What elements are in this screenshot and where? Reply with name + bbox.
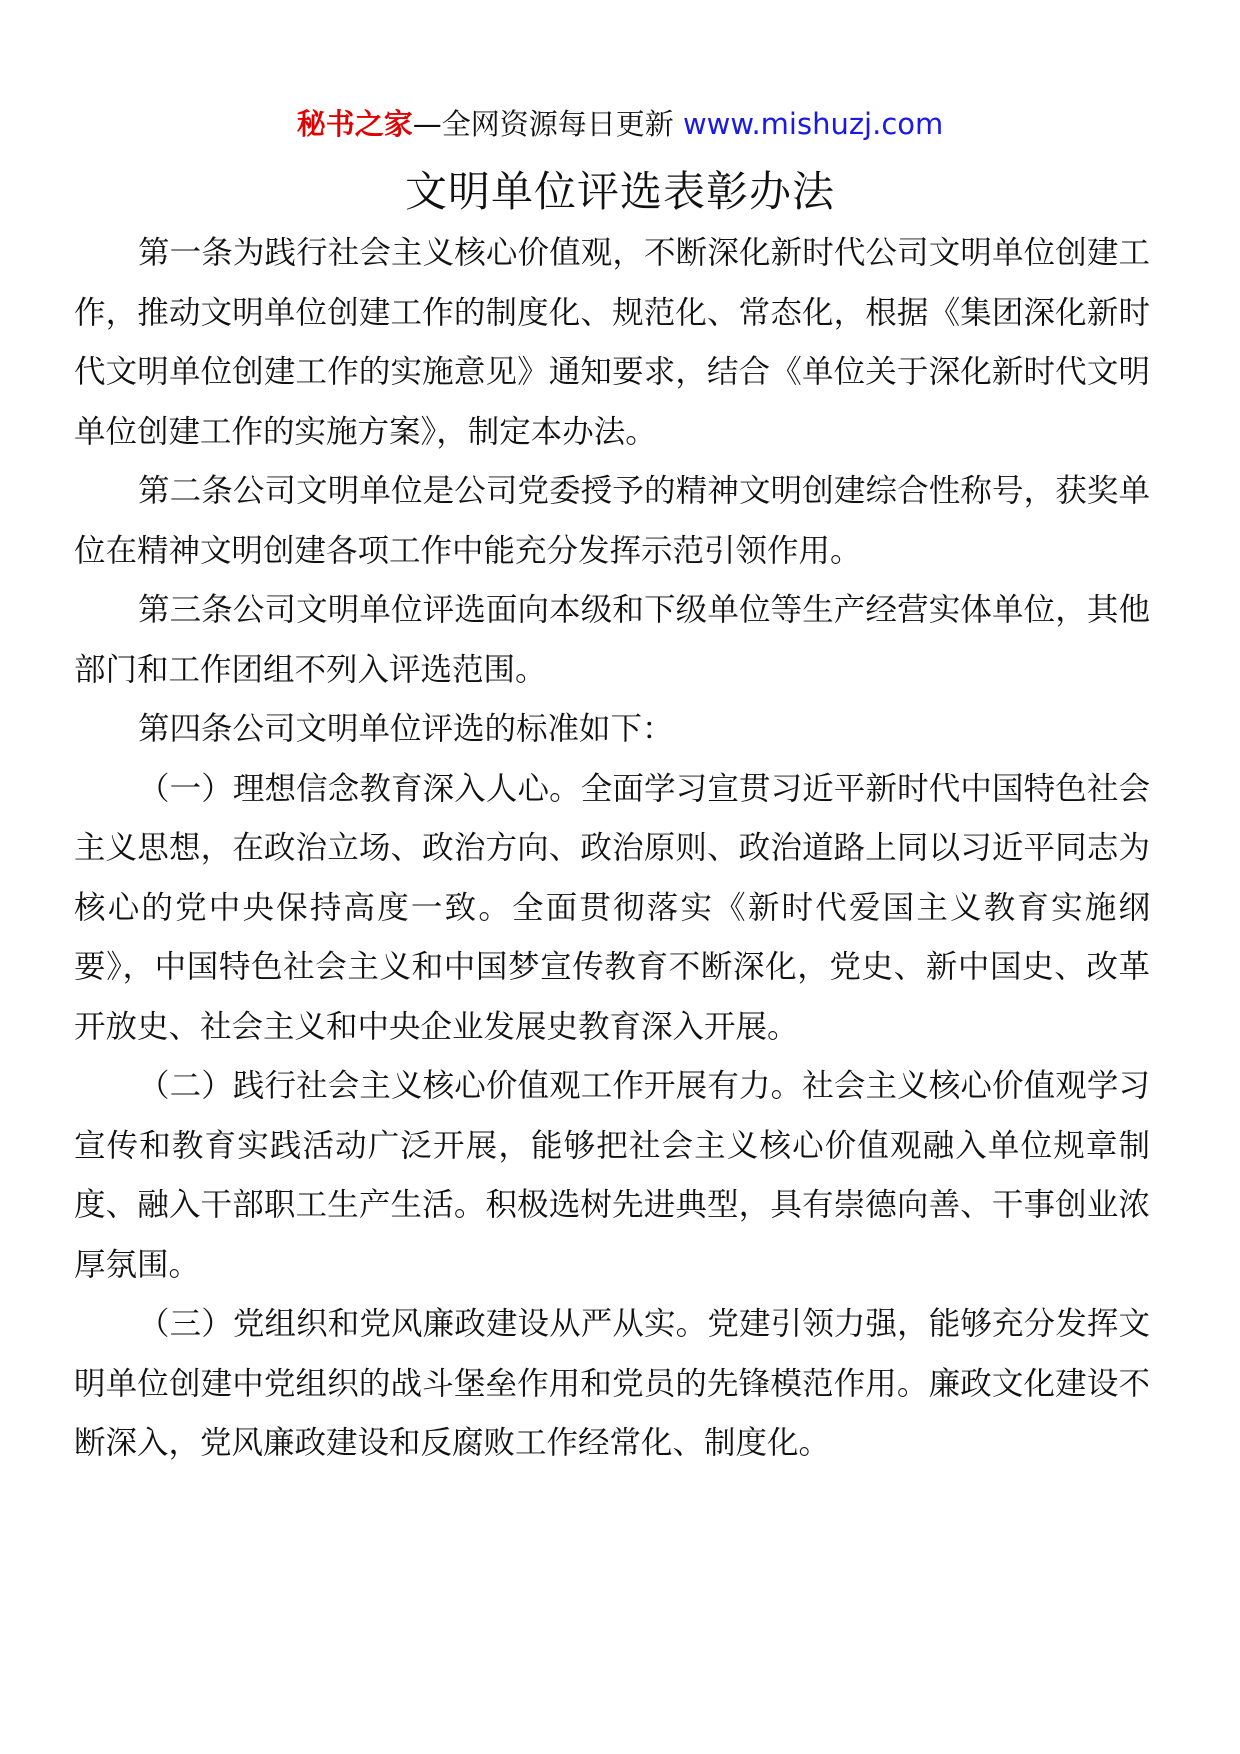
article-4-paragraph: 第四条公司文明单位评选的标准如下： xyxy=(138,711,674,747)
website-url: www.mishuzj.com xyxy=(682,107,944,141)
criterion-3-paragraph: （三）党组织和党风廉政建设从严从实。党建引领力强，能够充分发挥文明单位创建中党组织的战斗堡垒作用和党员的先锋模范作用。廉政文化建设不断深入，党风廉政建设和反腐败工作经常化、制度化。 xyxy=(74,1306,1150,1461)
site-header xyxy=(0,104,1240,144)
criterion-2-paragraph: （二）践行社会主义核心价值观工作开展有力。社会主义核心价值观学习宣传和教育实践活动广泛开展，能够把社会主义核心价值观融入单位规章制度、融入干部职工生产生活。积极选树先进典型，具有崇德向善、干事创业浓厚氛围。 xyxy=(74,1068,1150,1283)
article-1-paragraph: 第一条为践行社会主义核心价值观，不断深化新时代公司文明单位创建工作，推动文明单位创建工作的制度化、规范化、常态化，根据《集团深化新时代文明单位创建工作的实施意见》通知要求，结合《单位关于深化新时代文明单位创建工作的实施方案》，制定本办法。 xyxy=(74,235,1150,450)
document-title: 文明单位评选表彰办法 xyxy=(404,167,835,216)
brand-name: 秘书之家 xyxy=(296,107,413,141)
article-3-paragraph: 第三条公司文明单位评选面向本级和下级单位等生产经营实体单位，其他部门和工作团组不列入评选范围。 xyxy=(74,592,1150,688)
header-slogan: —全网资源每日更新 xyxy=(412,107,674,141)
criterion-1-paragraph: （一）理想信念教育深入人心。全面学习宣贯习近平新时代中国特色社会主义思想，在政治立场、政治方向、政治原则、政治道路上同以习近平同志为核心的党中央保持高度一致。全面贯彻落实《新时代爱国主义教育实施纲要》，中国特色社会主义和中国梦宣传教育不断深化，党史、新中国史、改革开放史、社会主义和中央企业发展史教育深入开展。 xyxy=(74,770,1150,1045)
document-body xyxy=(74,224,1150,1474)
article-2-paragraph: 第二条公司文明单位是公司党委授予的精神文明创建综合性称号，获奖单位在精神文明创建各项工作中能充分发挥示范引领作用。 xyxy=(74,473,1150,569)
